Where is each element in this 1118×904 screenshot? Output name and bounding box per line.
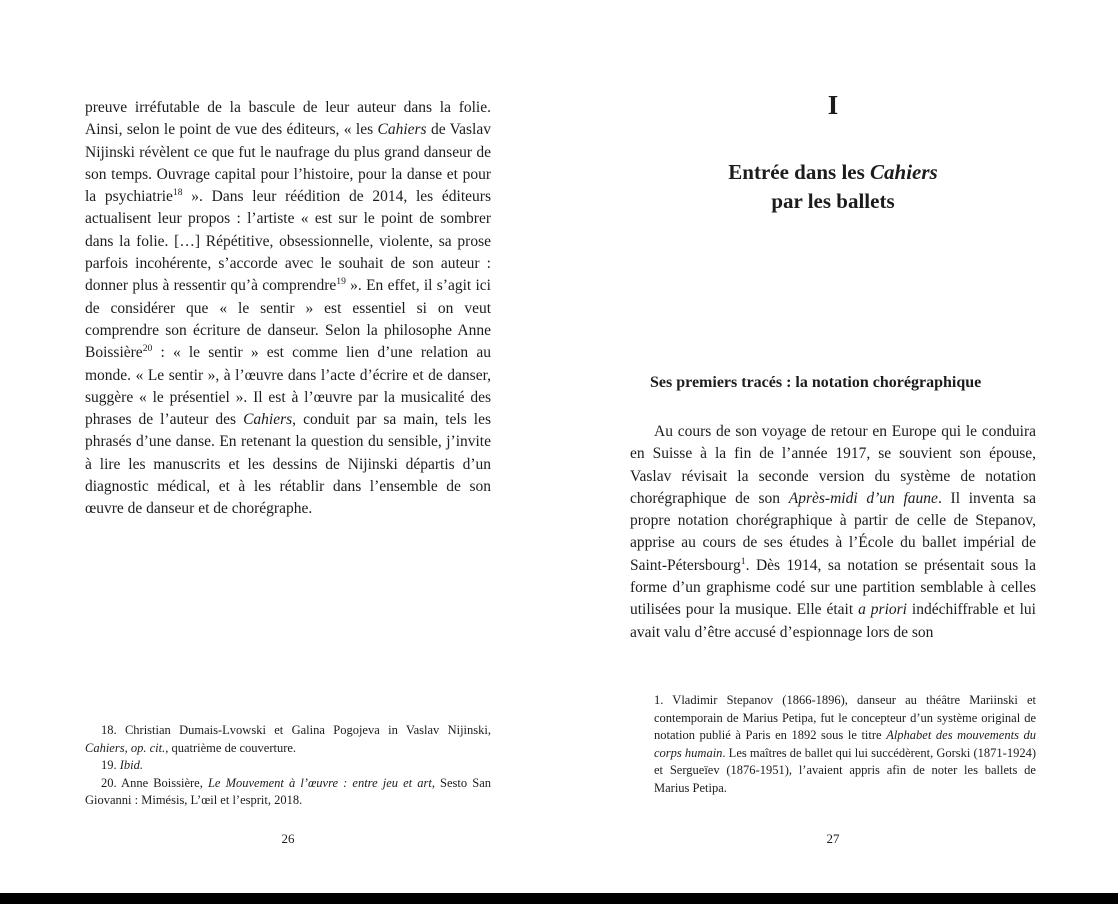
right-page-number: 27 [826, 831, 840, 846]
left-page-number: 26 [281, 831, 295, 846]
chapter-title [630, 158, 1036, 215]
right-page-body-paragraph: Au cours de son voyage de retour en Europe qui le conduira en Suisse à la fin de l’année 1917, se souvient son épouse, Vaslav révisait la seconde version du système de notation chorégraphique de son Après-midi d’un faune. Il inventa sa propre notation chorégraphique à partir de celle de Stepanov, apprise au cours de ses études à l’École du ballet impérial de Saint-Pétersbourg$^1$. Dès 1914, sa notation se présentait sous la forme d’un graphisme codé sur une partition semblable à celles utilisées pour la musique. Elle était a priori indéchiffrable et lui avait valu d’être accusé d’espionnage lors de son [630, 423, 1036, 641]
right-page-footnotes [654, 692, 1036, 798]
chapter-number: I [827, 90, 839, 120]
footnote-1: 1. Vladimir Stepanov (1866-1896), danseur au théâtre Mariinski et contemporain de Marius Petipa, fut le concepteur d’un système original de notation publié à Paris en 1892 sous le titre Alphabet des mouvements du corps humain. Les maîtres de ballet qui lui succédèrent, Gorski (1871-1924) et Sergueïev (1876-1951), l’avaient appris afin de noter les ballets de Marius Petipa. [654, 693, 1037, 795]
chapter-title-line-1: Entrée dans les Cahiers [728, 160, 938, 184]
footnote-18: 18. Christian Dumais-Lvowski et Galina Pogojeva in Vaslav Nijinski, Cahiers, op. cit., quatrième de couverture. [85, 723, 491, 755]
chapter-title-line-2: par les ballets [771, 188, 895, 213]
footnote-19: 19. Ibid. [101, 758, 144, 773]
left-page-footnotes [85, 722, 491, 810]
section-heading: Ses premiers tracés : la notation chorégraphique [650, 374, 982, 391]
footnote-20: 20. Anne Boissière, Le Mouvement à l’œuvre : entre jeu et art, Sesto San Giovanni : Mimésis, L’œil et l’esprit, 2018. [85, 775, 491, 808]
left-page-body-paragraph: preuve irréfutable de la bascule de leur auteur dans la folie. Ainsi, selon le point de vue des éditeurs, « les Cahiers de Vaslav Nijinski révèlent ce que fut le naufrage du plus grand danseur de son temps. Ouvrage capital pour l’histoire, pour la danse et pour la psychiatrie$^{18}$ ». Dans leur réédition de 2014, les éditeurs actualisent leur propos : l’artiste « est sur le point de sombrer dans la folie. […] Répétitive, obsessionnelle, violente, sa prose parfois incohérente, s’accorde avec le souhait de son auteur : donner plus à ressentir qu’à comprendre$^{19}$ ». En effet, il s’agit ici de considérer que « le sentir » est essentiel si on veut comprendre son écriture de danseur. Selon la philosophe Anne Boissière$^{20}$ : « le sentir » est comme lien d’une relation au monde. « Le sentir », à l’œuvre dans l’acte d’écrire et de danser, suggère « le présentiel ». Il est à l’œuvre par la musicalité des phrases de l’auteur des Cahiers, conduit par sa main, tels les phrasés d’une danse. En retenant la question du sensible, j’invite à lire les manuscrits et les dessins de Nijinski départis d’un diagnostic médical, et à les rétablir dans l’ensemble de son œuvre de danseur et de chorégraphe. [85, 99, 491, 518]
bottom-black-bar [0, 893, 1118, 904]
